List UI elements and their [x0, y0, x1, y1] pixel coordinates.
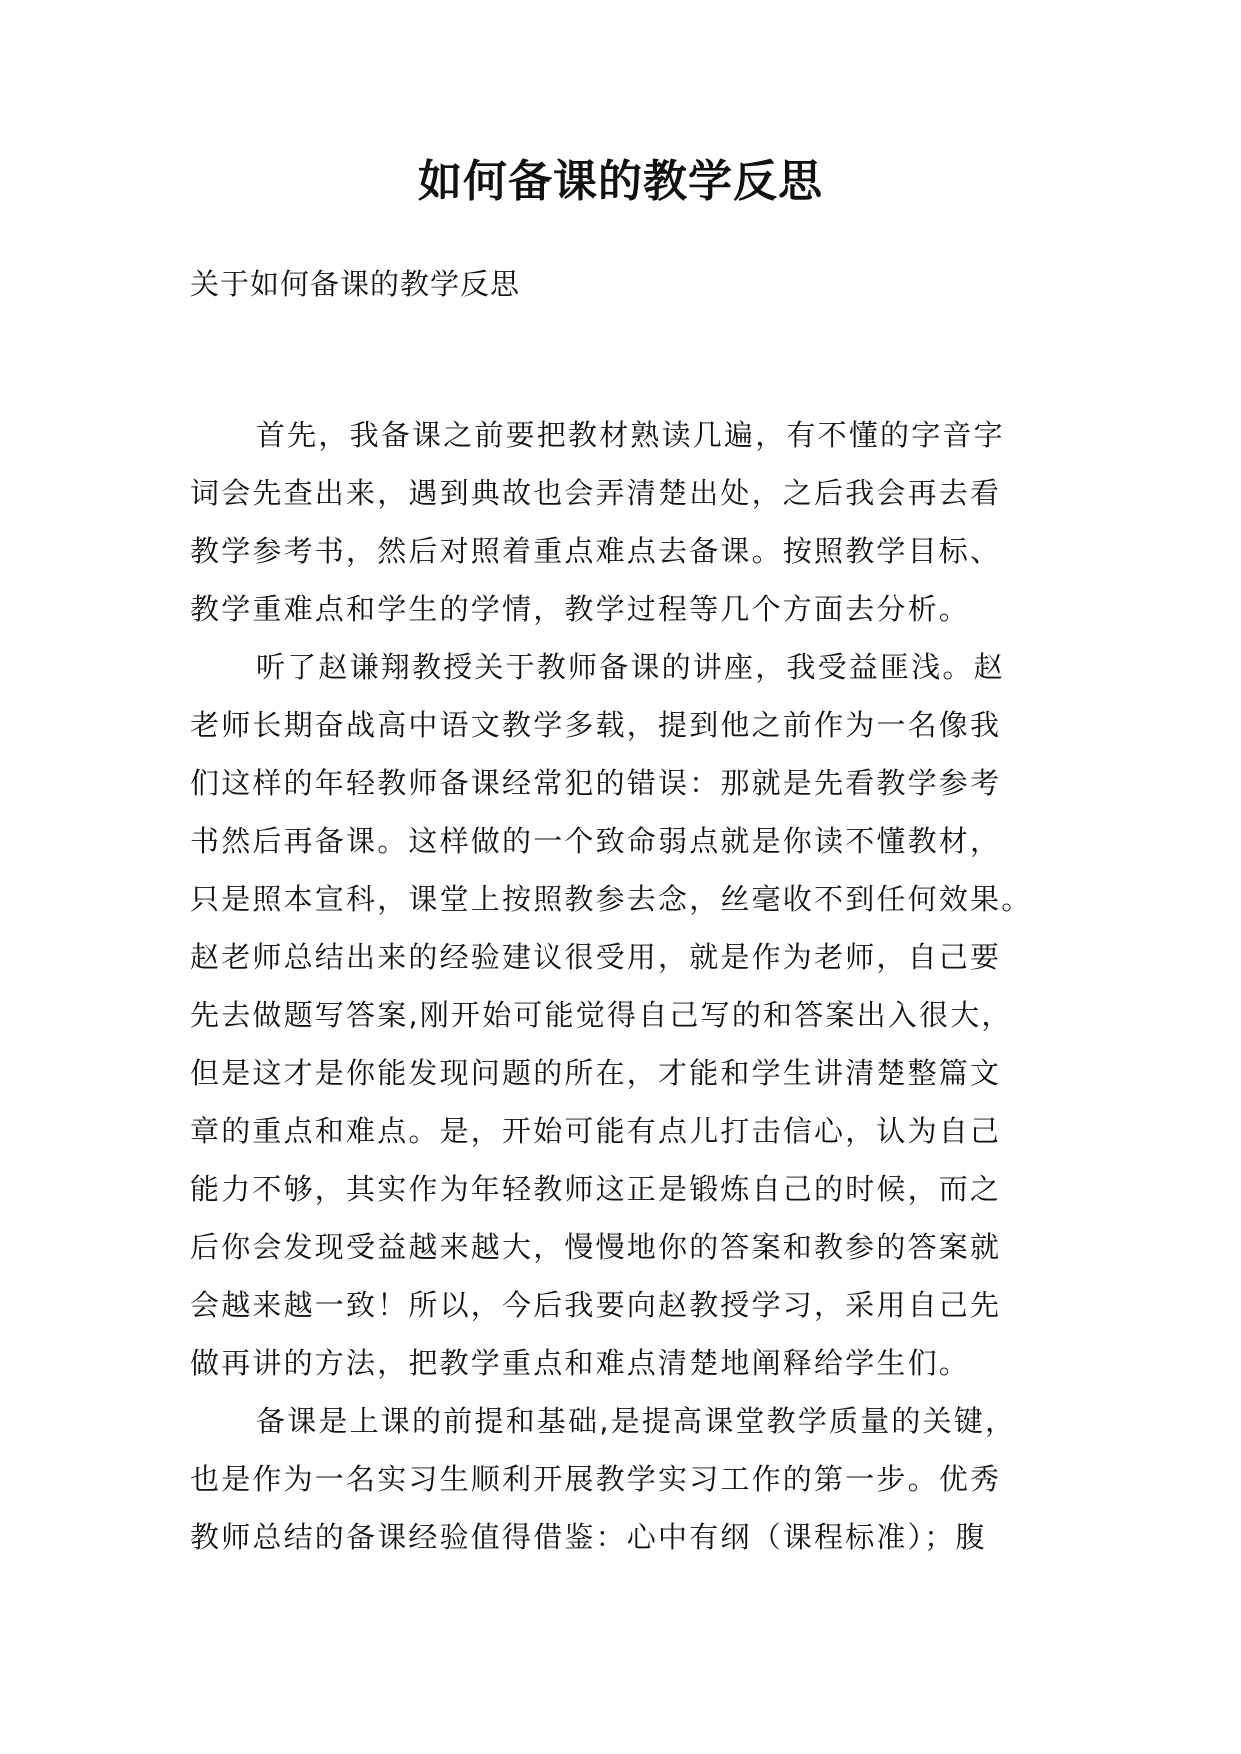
text-line: 也是作为一名实习生顺利开展教学实习工作的第一步。优秀 — [190, 1462, 1002, 1496]
text-line: 词会先查出来，遇到典故也会弄清楚出处，之后我会再去看 — [190, 476, 1002, 510]
text-line: 听了赵谦翔教授关于教师备课的讲座，我受益匪浅。赵 — [256, 650, 1005, 684]
text-line: 赵老师总结出来的经验建议很受用，就是作为老师，自己要 — [190, 940, 1002, 974]
paragraph-1 — [190, 406, 1050, 638]
text-line: 备课是上课的前提和基础,是提高课堂教学质量的关键， — [256, 1404, 1017, 1438]
text-line: 教学重难点和学生的学情，教学过程等几个方面去分析。 — [190, 592, 971, 626]
text-line: 会越来越一致！所以，今后我要向赵教授学习，采用自己先 — [190, 1288, 1002, 1322]
text-line: 做再讲的方法，把教学重点和难点清楚地阐释给学生们。 — [190, 1346, 971, 1380]
text-line: 先去做题写答案,刚开始可能觉得自己写的和答案出入很大， — [190, 998, 1013, 1032]
text-line: 能力不够，其实作为年轻教师这正是锻炼自己的时候，而之 — [190, 1172, 1002, 1206]
paragraph-3 — [190, 1392, 1050, 1566]
text-line: 只是照本宣科，课堂上按照教参去念，丝毫收不到任何效果。 — [190, 882, 1033, 916]
document-subtitle: 关于如何备课的教学反思 — [190, 267, 521, 301]
text-line: 教师总结的备课经验值得借鉴：心中有纲（课程标准）；腹 — [190, 1520, 987, 1554]
document-body — [190, 406, 1050, 1566]
document-title: 如何备课的教学反思 — [418, 156, 823, 207]
text-line: 们这样的年轻教师备课经常犯的错误：那就是先看教学参考 — [190, 766, 1002, 800]
text-line: 但是这才是你能发现问题的所在，才能和学生讲清楚整篇文 — [190, 1056, 1002, 1090]
paragraph-2 — [190, 638, 1050, 1392]
text-line: 章的重点和难点。是，开始可能有点儿打击信心，认为自己 — [190, 1114, 1002, 1148]
text-line: 老师长期奋战高中语文教学多载，提到他之前作为一名像我 — [190, 708, 1002, 742]
text-line: 书然后再备课。这样做的一个致命弱点就是你读不懂教材， — [190, 824, 1002, 858]
text-line: 首先，我备课之前要把教材熟读几遍，有不懂的字音字 — [256, 418, 1005, 452]
text-line: 教学参考书，然后对照着重点难点去备课。按照教学目标、 — [190, 534, 1002, 568]
text-line: 后你会发现受益越来越大，慢慢地你的答案和教参的答案就 — [190, 1230, 1002, 1264]
